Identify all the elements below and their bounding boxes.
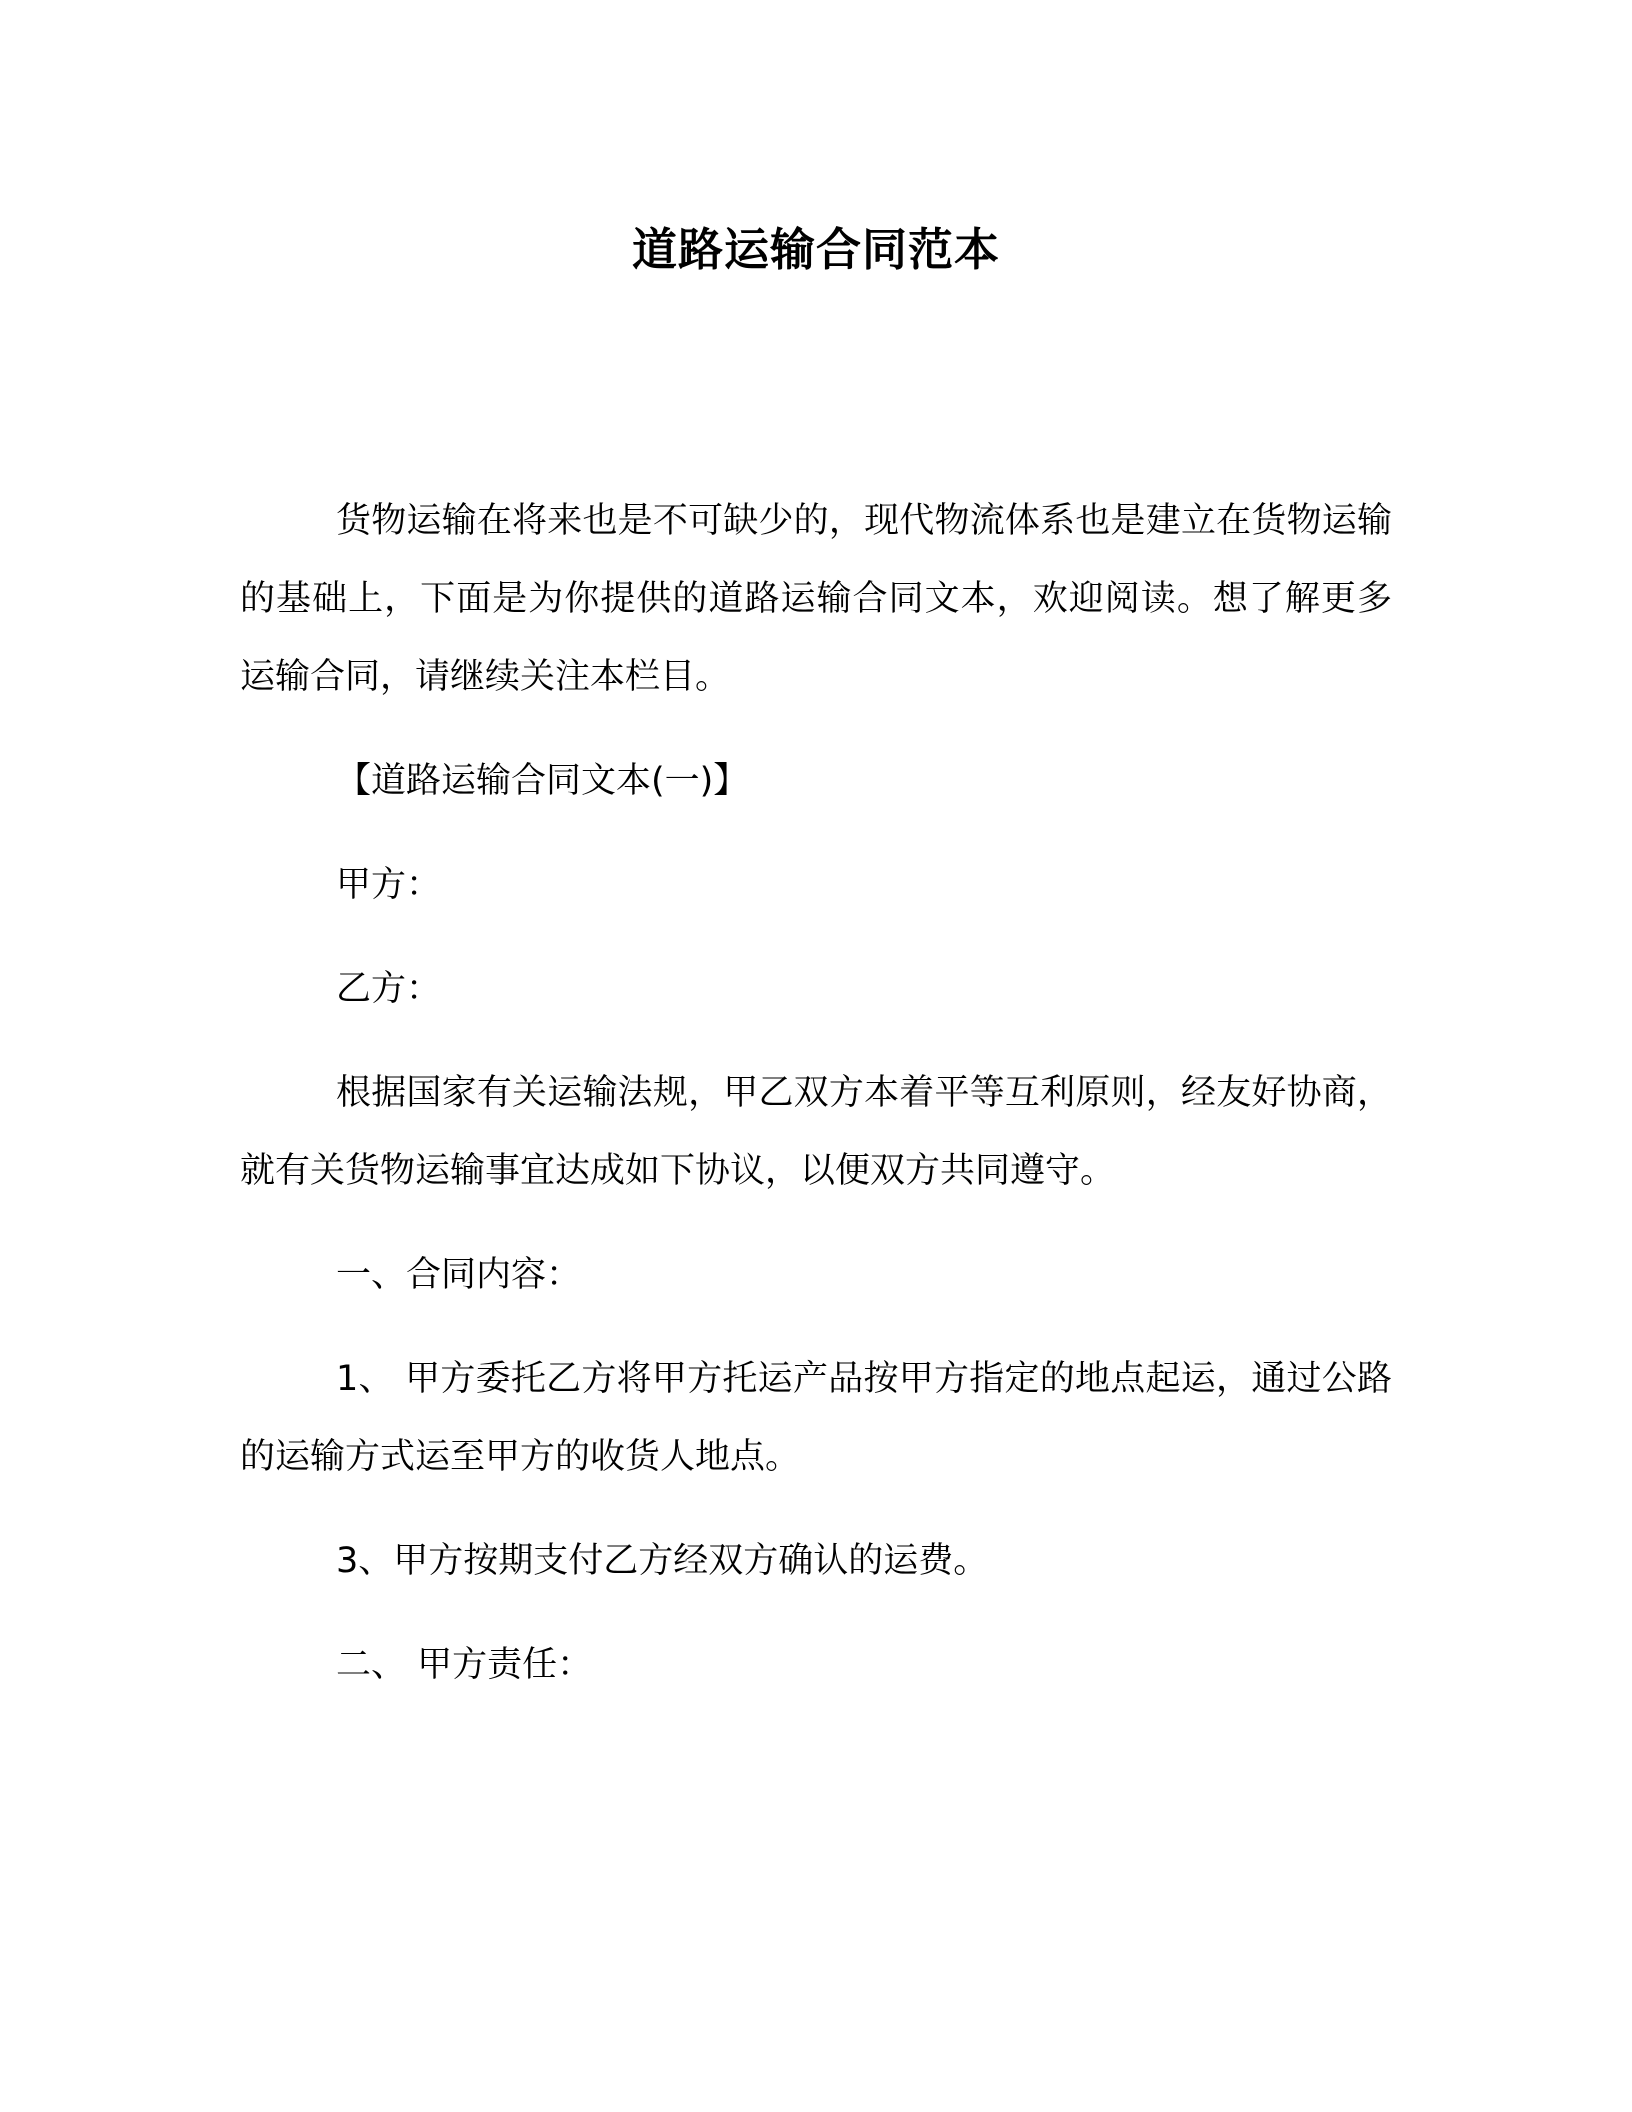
clause-item-3: 3、甲方按期支付乙方经双方确认的运费。 [336, 1541, 989, 1581]
intro-paragraph: 货物运输在将来也是不可缺少的，现代物流体系也是建立在货物运输的基础上，下面是为你提供的道路运输合同文本，欢迎阅读。想了解更多运输合同，请继续关注本栏目。 [240, 501, 1392, 697]
clause-one-heading: 一、合同内容： [336, 1255, 582, 1295]
party-b-label: 乙方： [336, 969, 442, 1009]
party-a-label: 甲方： [336, 865, 442, 905]
section-heading: 【道路运输合同文本(一)】 [336, 761, 749, 801]
document-body [240, 482, 1392, 1730]
clause-item-1: 1、 甲方委托乙方将甲方托运产品按甲方指定的地点起运，通过公路的运输方式运至甲方的收货人地点。 [240, 1359, 1392, 1477]
clause-two-heading: 二、 甲方责任： [336, 1645, 593, 1685]
document-title: 道路运输合同范本 [631, 223, 1000, 276]
agreement-paragraph: 根据国家有关运输法规，甲乙双方本着平等互利原则，经友好协商，就有关货物运输事宜达成如下协议，以便双方共同遵守。 [240, 1073, 1392, 1191]
